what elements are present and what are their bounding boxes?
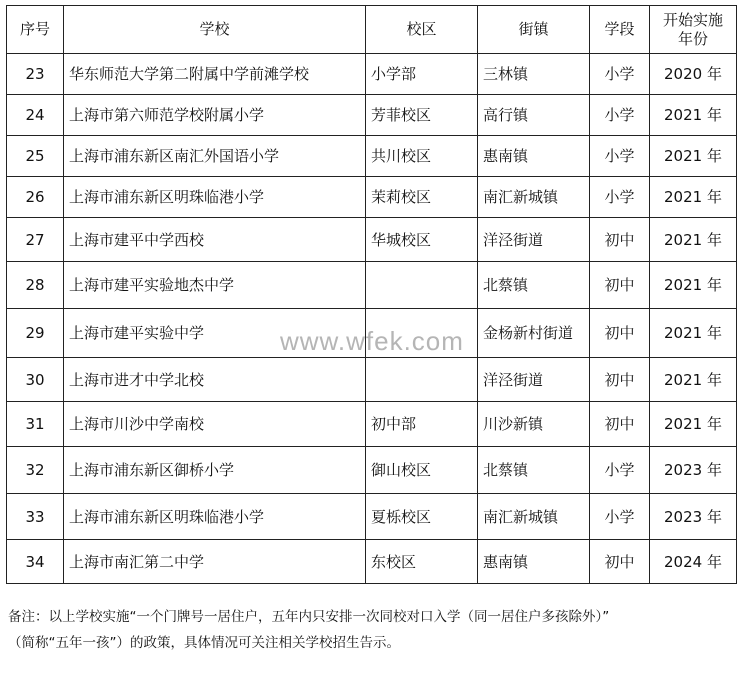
cell-town: 北蔡镇 (478, 262, 590, 309)
cell-school: 上海市南汇第二中学 (64, 540, 366, 584)
cell-town: 南汇新城镇 (478, 494, 590, 540)
cell-school: 上海市浦东新区南汇外国语小学 (64, 136, 366, 177)
table-header-row (7, 6, 737, 54)
cell-town: 洋泾街道 (478, 218, 590, 262)
cell-start-year: 2023 年 (650, 447, 737, 494)
cell-index: 24 (7, 95, 64, 136)
cell-stage: 初中 (590, 262, 650, 309)
cell-start-year: 2021 年 (650, 95, 737, 136)
header-start-year: 开始实施 年份 (650, 6, 737, 54)
cell-stage: 小学 (590, 494, 650, 540)
cell-town: 惠南镇 (478, 136, 590, 177)
cell-stage: 初中 (590, 540, 650, 584)
header-school: 学校 (64, 6, 366, 54)
cell-campus: 芳菲校区 (366, 95, 478, 136)
footnote (8, 604, 738, 656)
cell-start-year: 2021 年 (650, 262, 737, 309)
cell-start-year: 2020 年 (650, 54, 737, 95)
footnote-line-1: 备注：以上学校实施“一个门牌号一居住户，五年内只安排一次同校对口入学（同一居住户多孩除外）” (8, 609, 610, 625)
cell-campus: 初中部 (366, 402, 478, 447)
cell-start-year: 2021 年 (650, 358, 737, 402)
cell-campus: 茉莉校区 (366, 177, 478, 218)
cell-start-year: 2021 年 (650, 218, 737, 262)
cell-campus (366, 262, 478, 309)
cell-stage: 初中 (590, 309, 650, 358)
cell-town: 三林镇 (478, 54, 590, 95)
cell-school: 上海市建平实验地杰中学 (64, 262, 366, 309)
cell-index: 25 (7, 136, 64, 177)
cell-campus: 共川校区 (366, 136, 478, 177)
cell-town: 惠南镇 (478, 540, 590, 584)
cell-school: 上海市浦东新区明珠临港小学 (64, 494, 366, 540)
school-table (6, 5, 737, 584)
cell-school: 上海市浦东新区御桥小学 (64, 447, 366, 494)
table-row (7, 447, 737, 494)
table-row (7, 358, 737, 402)
table-row (7, 136, 737, 177)
cell-campus: 御山校区 (366, 447, 478, 494)
table-row (7, 540, 737, 584)
cell-town: 川沙新镇 (478, 402, 590, 447)
cell-school: 上海市第六师范学校附属小学 (64, 95, 366, 136)
table-row (7, 177, 737, 218)
cell-index: 28 (7, 262, 64, 309)
table-row (7, 309, 737, 358)
cell-school: 上海市建平实验中学 (64, 309, 366, 358)
cell-campus: 东校区 (366, 540, 478, 584)
cell-start-year: 2021 年 (650, 309, 737, 358)
cell-campus (366, 309, 478, 358)
cell-school: 上海市建平中学西校 (64, 218, 366, 262)
cell-stage: 小学 (590, 95, 650, 136)
cell-index: 30 (7, 358, 64, 402)
cell-index: 23 (7, 54, 64, 95)
cell-index: 31 (7, 402, 64, 447)
cell-index: 26 (7, 177, 64, 218)
header-stage: 学段 (590, 6, 650, 54)
cell-start-year: 2023 年 (650, 494, 737, 540)
cell-campus: 华城校区 (366, 218, 478, 262)
cell-index: 27 (7, 218, 64, 262)
cell-town: 金杨新村街道 (478, 309, 590, 358)
watermark: www.wfek.com (280, 326, 464, 356)
cell-index: 33 (7, 494, 64, 540)
header-campus: 校区 (366, 6, 478, 54)
table-row (7, 494, 737, 540)
header-index: 序号 (7, 6, 64, 54)
cell-town: 高行镇 (478, 95, 590, 136)
cell-stage: 初中 (590, 402, 650, 447)
table-row (7, 218, 737, 262)
cell-stage: 小学 (590, 136, 650, 177)
cell-school: 上海市川沙中学南校 (64, 402, 366, 447)
cell-stage: 小学 (590, 447, 650, 494)
cell-stage: 初中 (590, 218, 650, 262)
cell-stage: 小学 (590, 54, 650, 95)
cell-town: 北蔡镇 (478, 447, 590, 494)
footnote-line-2: （简称“五年一孩”）的政策，具体情况可关注相关学校招生告示。 (8, 635, 400, 651)
cell-start-year: 2021 年 (650, 402, 737, 447)
cell-town: 南汇新城镇 (478, 177, 590, 218)
cell-school: 上海市浦东新区明珠临港小学 (64, 177, 366, 218)
cell-town: 洋泾街道 (478, 358, 590, 402)
cell-start-year: 2024 年 (650, 540, 737, 584)
cell-school: 华东师范大学第二附属中学前滩学校 (64, 54, 366, 95)
cell-start-year: 2021 年 (650, 177, 737, 218)
cell-index: 29 (7, 309, 64, 358)
cell-school: 上海市进才中学北校 (64, 358, 366, 402)
table-row (7, 95, 737, 136)
table-row (7, 54, 737, 95)
cell-campus: 夏栎校区 (366, 494, 478, 540)
cell-stage: 初中 (590, 358, 650, 402)
cell-index: 34 (7, 540, 64, 584)
header-town: 街镇 (478, 6, 590, 54)
cell-index: 32 (7, 447, 64, 494)
table-row (7, 262, 737, 309)
cell-stage: 小学 (590, 177, 650, 218)
cell-campus: 小学部 (366, 54, 478, 95)
cell-start-year: 2021 年 (650, 136, 737, 177)
cell-campus (366, 358, 478, 402)
table-row (7, 402, 737, 447)
